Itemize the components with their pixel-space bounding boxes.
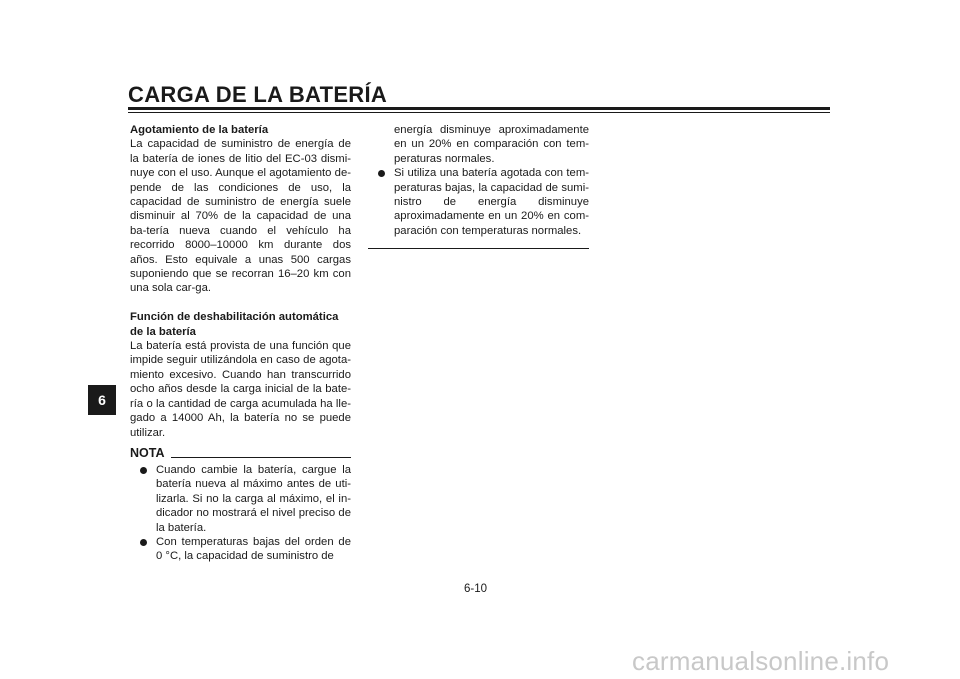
heading-line-2: de la batería	[130, 325, 196, 338]
section-heading-agotamiento: Agotamiento de la batería	[130, 124, 269, 136]
nota-label: NOTA	[130, 445, 165, 460]
chapter-tab: 6	[88, 385, 116, 415]
bullet-icon	[140, 539, 147, 546]
list-item-continuation: energía disminuye aproximadamente en un 20% en comparación con tem-peraturas normales.	[394, 124, 589, 165]
list-item	[368, 166, 589, 238]
list-item-text: Si utiliza una batería agotada con tem-peraturas bajas, la capacidad de sumi-nistro de energía disminuye aproximadamente en un 20% en com-paración con temperaturas normales.	[394, 167, 589, 237]
section-body-deshabilitacion: La batería está provista de una función que impide seguir utilizándola en caso de agota-miento excesivo. Cuando han transcurrido ocho años desde la carga inicial de la bate-ría o la cantidad de carga acumulada ha lle-gado a 14000 Ah, la batería no se puede utilizar.	[130, 340, 351, 439]
title-rule	[128, 107, 830, 110]
list-item	[130, 535, 351, 564]
bullet-icon	[378, 170, 385, 177]
list-item	[130, 463, 351, 535]
bullet-icon	[140, 467, 147, 474]
section-heading-deshabilitacion	[130, 310, 351, 339]
title-rule-thin	[128, 112, 830, 113]
list-item-text: Con temperaturas bajas del orden de 0 °C, la capacidad de suministro de	[156, 535, 351, 563]
section-body-agotamiento: La capacidad de suministro de energía de la batería de iones de litio del EC-03 dismi-nuye con el uso. Aunque el agotamiento de-pende de las condiciones de uso, la capacidad de suministro de energía suele disminuir al 70% de la capacidad de una ba-tería nueva cuando el vehículo ha recorrido 8000–10000 km durante dos años. Esto equivale a unas 500 cargas suponiendo que se recorran 16–20 km con una sola car-ga.	[130, 138, 351, 295]
nota-end-rule	[368, 248, 589, 249]
page-title: CARGA DE LA BATERÍA	[128, 82, 388, 107]
right-column	[368, 123, 589, 249]
heading-line-1: Función de deshabilitación automática	[130, 311, 339, 324]
page-number: 6-10	[464, 583, 488, 595]
nota-rule	[171, 457, 352, 458]
watermark: carmanualsonline.info	[632, 646, 890, 676]
nota-header	[130, 446, 351, 461]
nota-list	[130, 463, 351, 564]
left-column	[130, 123, 351, 564]
nota-list-continued	[368, 166, 589, 238]
list-item-text: Cuando cambie la batería, cargue la batería nueva al máximo antes de uti-lizarla. Si no la carga al máximo, el in-dicador no mostrará el nivel preciso de la batería.	[156, 463, 351, 534]
